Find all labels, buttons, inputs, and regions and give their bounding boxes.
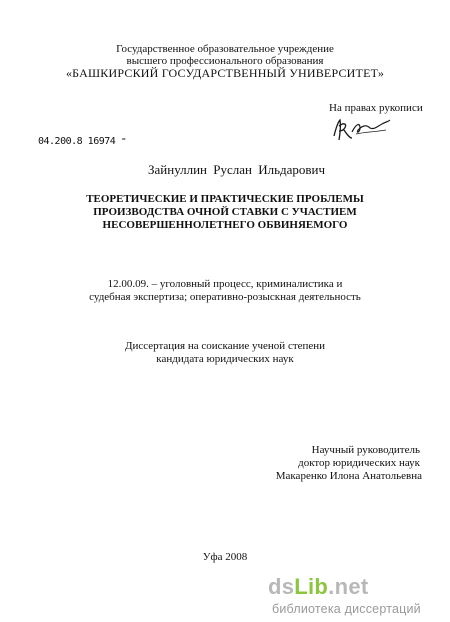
archive-stamp-number: 04.200.8 16974 ⁼ xyxy=(38,136,127,147)
institution-name: «БАШКИРСКИЙ ГОСУДАРСТВЕННЫЙ УНИВЕРСИТЕТ» xyxy=(65,66,385,80)
institution-line-1: Государственное образовательное учреждение xyxy=(116,43,334,55)
degree-line-1: Диссертация на соискание ученой степени xyxy=(124,340,326,352)
title-line-3: НЕСОВЕРШЕННОЛЕТНЕГО ОБВИНЯЕМОГО xyxy=(102,219,348,231)
watermark-brand-suffix: .net xyxy=(328,574,369,599)
watermark-brand xyxy=(268,574,368,600)
supervisor-name: Макаренко Илона Анатольевна xyxy=(275,470,422,482)
watermark-brand-prefix: ds xyxy=(268,574,295,599)
title-line-1: ТЕОРЕТИЧЕСКИЕ И ПРАКТИЧЕСКИЕ ПРОБЛЕМЫ xyxy=(86,193,364,205)
watermark-brand-accent: Lib xyxy=(294,574,329,599)
supervisor-role: Научный руководитель xyxy=(311,444,420,456)
title-line-2: ПРОИЗВОДСТВА ОЧНОЙ СТАВКИ С УЧАСТИЕМ xyxy=(93,206,357,218)
specialty-line-2: судебная экспертиза; оперативно-розыскная деятельность xyxy=(89,291,361,303)
watermark-subtitle: библиотека диссертаций xyxy=(272,602,421,616)
city-year: Уфа 2008 xyxy=(202,551,248,563)
specialty-line-1: 12.00.09. – уголовный процесс, криминалистика и xyxy=(107,278,343,290)
manuscript-rights-label: На правах рукописи xyxy=(329,102,423,114)
degree-line-2: кандидата юридических наук xyxy=(156,353,294,365)
dslib-watermark-logo xyxy=(268,574,443,620)
institution-line-2: высшего профессионального образования xyxy=(126,55,324,67)
supervisor-degree: доктор юридических наук xyxy=(298,457,420,469)
author-name: Зайнуллин Руслан Ильдарович xyxy=(148,162,326,177)
handwritten-signature xyxy=(330,116,392,144)
